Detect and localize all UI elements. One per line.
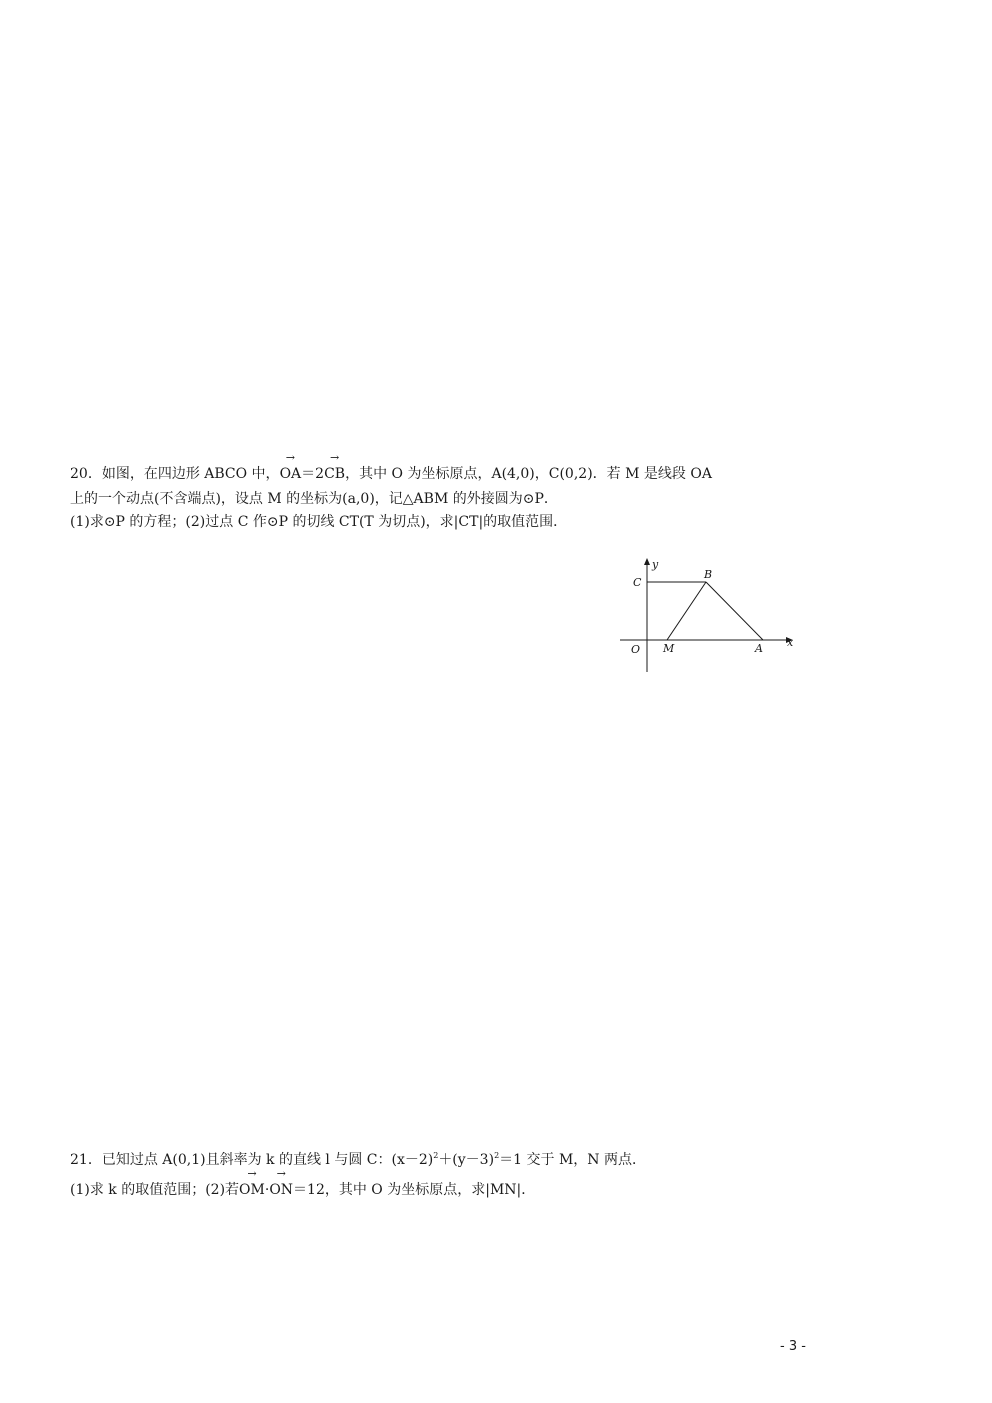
quadrilateral-figure [612,556,802,676]
label-a: A [755,642,763,655]
q21-line1: 21．已知过点 A(0,1)且斜率为 k 的直线 l 与圆 C：$(x-2)^2+(y-3)^2=1$ 交于 M，N 两点． [70,1151,646,1168]
figure-svg [612,556,802,676]
vector-on: → ON [269,1180,293,1200]
q20-line3: (1)求⊙P 的方程；(2)过点 C 作⊙P 的切线 CT(T 为切点)，求|CT|的取值范围． [70,514,568,530]
label-o: O [631,643,641,656]
vector-cb: → CB [324,464,345,484]
segment-bm [667,582,706,640]
label-x: x [787,636,794,649]
q20-line2: 上的一个动点(不含端点)，设点 M 的坐标为(a,0)，记△ABM 的外接圆为⊙P． [70,491,558,507]
y-axis-arrow [644,558,650,565]
page-number: - 3 - [780,1339,806,1354]
label-c: C [633,576,642,589]
segment-ba [706,582,763,640]
label-b: B [704,568,713,581]
label-y: y [652,558,659,571]
vector-oa: → OA [280,464,302,484]
vector-om: → OM [239,1180,265,1200]
label-m: M [663,642,675,655]
q21-line2: (1)求 k 的取值范围；(2)若→ OM·→ ON＝12，其中 O 为坐标原点，求|MN|． [70,1180,535,1200]
q20-line1: 20．如图，在四边形 ABCO 中，→ OA＝2→ CB，其中 O 为坐标原点，A(4,0)，C(0,2)．若 M 是线段 OA [70,464,712,484]
